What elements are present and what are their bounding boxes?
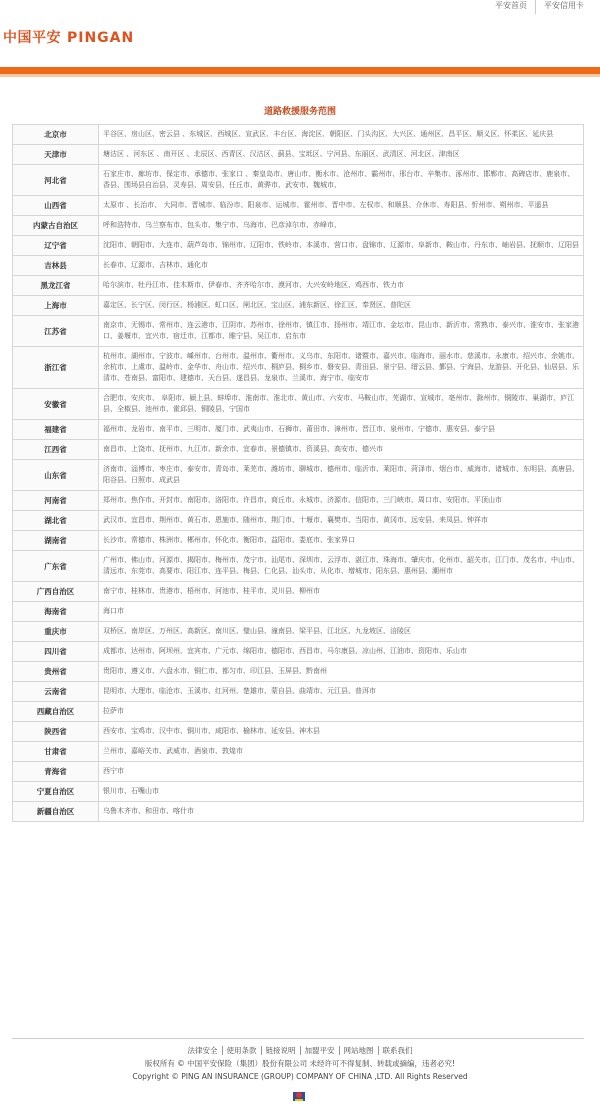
top-links — [487, 0, 592, 14]
table-row — [13, 296, 584, 316]
province-name: 宁夏自治区 — [13, 782, 99, 802]
table-row — [13, 460, 584, 491]
table-row — [13, 491, 584, 511]
table-row — [13, 347, 584, 389]
footer-link-legal[interactable]: 法律安全 — [187, 1046, 218, 1055]
city-list: 海口市 — [99, 602, 584, 622]
footer — [0, 1044, 600, 1083]
city-list: 沈阳市、朝阳市、大连市、葫芦岛市、锦州市、辽阳市、铁岭市、本溪市、营口市、盘锦市、辽源市、阜新市、鞍山市、丹东市、岫岩县、抚顺市、辽阳县 — [99, 236, 584, 256]
table-row — [13, 582, 584, 602]
table-row — [13, 216, 584, 236]
page-title: 道路救援服务范围 — [263, 107, 336, 117]
table-row — [13, 702, 584, 722]
table-row — [13, 722, 584, 742]
top-link-home[interactable]: 平安首页 — [495, 1, 527, 10]
province-name: 山东省 — [13, 460, 99, 491]
table-row — [13, 236, 584, 256]
province-name: 河南省 — [13, 491, 99, 511]
table-row — [13, 256, 584, 276]
city-list: 太原市 、长治市、 大同市、晋城市、临汾市、阳泉市、运城市、霍州市、晋中市、左权市、和顺县、介休市、寿阳县、忻州市、朔州市、平遥县 — [99, 196, 584, 216]
city-list: 昆明市、大理市、临沧市、玉溪市、红河州、楚雄市、蒙自县、曲靖市、元江县、普洱市 — [99, 682, 584, 702]
table-row — [13, 662, 584, 682]
province-name: 江西省 — [13, 440, 99, 460]
city-list: 武汉市、宜昌市、荆州市、黄石市、恩施市、随州市、荆门市、十堰市、襄樊市、当阳市、黄冈市、远安县、来凤县、钟祥市 — [99, 511, 584, 531]
city-list: 双桥区、南岸区、万州区、高新区、南川区、璧山县、潼南县、梁平县、江北区、九龙坡区、涪陵区 — [99, 622, 584, 642]
footer-links — [0, 1044, 600, 1057]
province-name: 重庆市 — [13, 622, 99, 642]
city-list: 石家庄市、廊坊市、保定市、承德市、张家口 、秦皇岛市、唐山市、衡水市、沧州市、霸州市、邢台市、辛集市、涿州市、邯郸市、高碑店市、鹿泉市、香县、围场县自治县、灵寿县、周安县、任丘市、黄骅市、武安市、魏城市、 — [99, 165, 584, 196]
city-list: 郑州市、焦作市、开封市、南阳市、洛阳市、许昌市、商丘市、永城市、济源市、信阳市、三门峡市、周口市、安阳市、平顶山市 — [99, 491, 584, 511]
province-name: 吉林县 — [13, 256, 99, 276]
province-name: 福建省 — [13, 420, 99, 440]
city-list: 成都市、达州市、阿坝州、宜宾市、广元市、绵阳市、德阳市、西昌市、马尔康县、凉山州、江油市、资阳市、乐山市 — [99, 642, 584, 662]
table-row — [13, 125, 584, 145]
table-row — [13, 531, 584, 551]
footer-link-join[interactable]: 加盟平安 — [300, 1046, 339, 1055]
city-list: 呼和浩特市、乌兰察布市、包头市、集宁市、乌海市、巴彦淖尔市、赤峰市、 — [99, 216, 584, 236]
copyright-cn: 版权所有 © 中国平安保险（集团）股份有限公司 未经许可不得复制、转载或摘编，违者必究! — [144, 1059, 456, 1068]
city-list: 银川市、石嘴山市 — [99, 782, 584, 802]
footer-link-terms[interactable]: 使用条款 — [222, 1046, 261, 1055]
province-name: 山西省 — [13, 196, 99, 216]
province-name: 内蒙古自治区 — [13, 216, 99, 236]
city-list: 杭州市、湖州市、宁波市、嵊州市、台州市、温州市、衢州市、义乌市、东阳市、诸暨市、嘉兴市、临海市、丽水市、慈溪市、永康市、绍兴市、余姚市、余杭市、上虞市、温岭市、金华市、舟山市、绍兴市、桐庐县、桐乡市、磐安县、青田县、景宁县、缙云县、鄞县、宁海县、龙游县、开化县、仙居县、乐清市、苍南县、富阳市、建德市、天台县、遂昌县、龙泉市、兰溪市、海宁市、临安市 — [99, 347, 584, 389]
top-link-credit-card[interactable]: 平安信用卡 — [535, 0, 592, 14]
table-row — [13, 802, 584, 822]
province-name: 云南省 — [13, 682, 99, 702]
city-list: 南京市、无锡市、常州市、连云港市、江阴市、苏州市、徐州市、镇江市、扬州市、靖江市、金坛市、昆山市、新沂市、常熟市、泰兴市、淮安市、张家港口、姜堰市、宜兴市、宿迁市、江都市、睢宁县、吴江市、启东市 — [99, 316, 584, 347]
city-list: 合肥市、安庆市、 阜阳市、颍上县、蚌埠市、淮南市、淮北市、黄山市、六安市、马鞍山市、芜湖市、宣城市、亳州市、滁州市、铜陵市、巢湖市、庐江县、全椒县、池州市、霍邱县、铜陵县、宁国市 — [99, 389, 584, 420]
city-list: 拉萨市 — [99, 702, 584, 722]
city-list: 兰州市、嘉峪关市、武威市、酒泉市、敦煌市 — [99, 742, 584, 762]
header-bar — [0, 67, 600, 74]
city-list: 乌鲁木齐市、和田市、喀什市 — [99, 802, 584, 822]
province-name: 安徽省 — [13, 389, 99, 420]
table-row — [13, 316, 584, 347]
city-list: 福州市、龙岩市、南平市、三明市、厦门市、武夷山市、石狮市、莆田市、漳州市、晋江市、泉州市、宁德市、惠安县、泰宁县 — [99, 420, 584, 440]
header-bar-shadow — [0, 74, 600, 77]
province-name: 广东省 — [13, 551, 99, 582]
province-name: 黑龙江省 — [13, 276, 99, 296]
logo-en: PINGAN — [67, 30, 135, 46]
city-list: 西安市、宝鸡市、汉中市、铜川市、咸阳市、榆林市、延安县、神木县 — [99, 722, 584, 742]
province-name: 陕西省 — [13, 722, 99, 742]
logo-cn: 中国平安 — [3, 30, 61, 46]
city-list: 长沙市、常德市、株洲市、郴州市、怀化市、衡阳市、益阳市、娄底市、张家界口 — [99, 531, 584, 551]
province-name: 河北省 — [13, 165, 99, 196]
footer-divider — [12, 1038, 584, 1039]
table-row — [13, 276, 584, 296]
table-row — [13, 782, 584, 802]
table-row — [13, 511, 584, 531]
province-name: 甘肃省 — [13, 742, 99, 762]
footer-link-sitemap[interactable]: 网站地图 — [339, 1046, 378, 1055]
city-list: 西宁市 — [99, 762, 584, 782]
city-list: 南昌市、上饶市、抚州市、九江市、新余市、宜春市、景德镇市、资溪县、高安市、德兴市 — [99, 440, 584, 460]
province-name: 北京市 — [13, 125, 99, 145]
table-row — [13, 622, 584, 642]
province-name: 广西自治区 — [13, 582, 99, 602]
city-list: 长春市、辽源市、吉林市、通化市 — [99, 256, 584, 276]
province-name: 新疆自治区 — [13, 802, 99, 822]
province-name: 天津市 — [13, 145, 99, 165]
province-name: 青海省 — [13, 762, 99, 782]
table-row — [13, 389, 584, 420]
footer-link-link-notes[interactable]: 链接说明 — [261, 1046, 300, 1055]
logo[interactable] — [3, 27, 134, 47]
province-name: 上海市 — [13, 296, 99, 316]
city-list: 嘉定区、长宁区、闵行区、杨浦区、虹口区、闸北区、宝山区、浦东新区、徐汇区、奉贤区、普陀区 — [99, 296, 584, 316]
province-name: 西藏自治区 — [13, 702, 99, 722]
police-badge-icon[interactable] — [292, 1090, 306, 1102]
table-row — [13, 762, 584, 782]
table-row — [13, 440, 584, 460]
table-row — [13, 145, 584, 165]
table-row — [13, 551, 584, 582]
city-list: 广州市、佛山市、河源市、揭阳市、梅州市、茂宁市、汕尾市、深圳市、云浮市、湛江市、珠海市、肇庆市、化州市、韶关市、江门市、茂名市、中山市、清远市、东莞市、高要市、阳江市、连平县、梅县、仁化县、汕头市、从化市、增城市、阳东县、惠州县、潮州市 — [99, 551, 584, 582]
table-row — [13, 165, 584, 196]
table-row — [13, 682, 584, 702]
city-list: 哈尔滨市、牡丹江市、佳木斯市、伊春市、齐齐哈尔市、漠河市、大兴安岭地区、鸡西市、铁力市 — [99, 276, 584, 296]
table-row — [13, 420, 584, 440]
province-name: 海南省 — [13, 602, 99, 622]
province-name: 贵州省 — [13, 662, 99, 682]
city-list: 平谷区、房山区、密云县 、东城区、西城区、宣武区、丰台区、海淀区、朝阳区、门头沟区、大兴区、通州区、昌平区、顺义区、怀柔区、延庆县 — [99, 125, 584, 145]
table-row — [13, 742, 584, 762]
city-list: 济南市、淄博市、枣庄市、泰安市、青岛市、莱芜市、潍坊市、聊城市、德州市、临沂市、莱阳市、菏泽市、烟台市、威海市、诸城市、东明县、高唐县、阳谷县、日照市、成武县 — [99, 460, 584, 491]
province-name: 江苏省 — [13, 316, 99, 347]
province-name: 辽宁省 — [13, 236, 99, 256]
footer-link-contact[interactable]: 联系我们 — [378, 1046, 417, 1055]
city-list: 塘沽区 、河东区 、南开区 、北辰区、西青区、汉沽区、蓟县、宝坻区、宁河县、东丽区、武清区、河北区、津南区 — [99, 145, 584, 165]
region-table — [12, 124, 584, 822]
table-row — [13, 602, 584, 622]
province-name: 浙江省 — [13, 347, 99, 389]
province-name: 湖南省 — [13, 531, 99, 551]
province-name: 湖北省 — [13, 511, 99, 531]
city-list: 南宁市、桂林市、贵港市、梧州市、河池市、桂平市、灵川县、柳州市 — [99, 582, 584, 602]
city-list: 贵阳市、遵义市、六盘水市、铜仁市、都匀市、印江县、玉屏县、黔南州 — [99, 662, 584, 682]
table-row — [13, 196, 584, 216]
province-name: 四川省 — [13, 642, 99, 662]
copyright-en: Copyright © PING AN INSURANCE (GROUP) COMPANY OF CHINA ,LTD. All Rights Reserved — [132, 1072, 468, 1081]
table-row — [13, 642, 584, 662]
